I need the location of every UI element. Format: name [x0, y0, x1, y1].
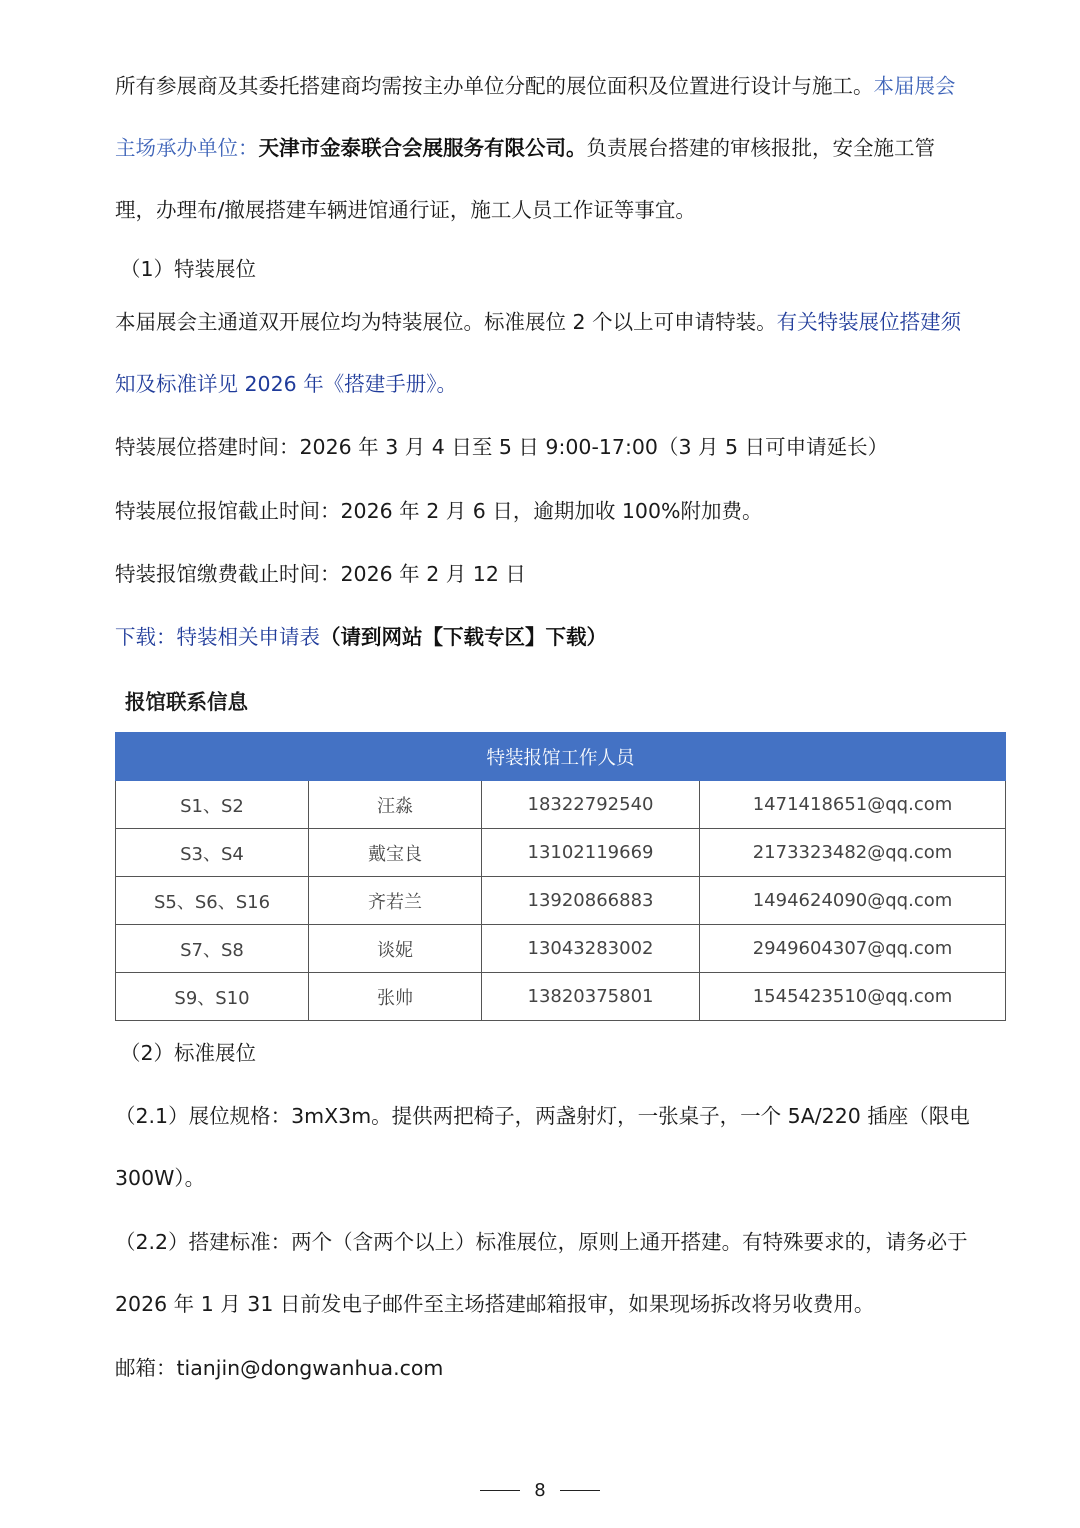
cell-hall: S3、S4: [116, 829, 309, 877]
cell-phone: 13920866883: [482, 877, 700, 925]
cell-email[interactable]: 2949604307@qq.com: [700, 925, 1006, 973]
cell-hall: S7、S8: [116, 925, 309, 973]
footer-rule-left: [480, 1490, 520, 1491]
cell-name: 汪淼: [309, 781, 482, 829]
table-row: [116, 925, 1006, 973]
section1-desc: [115, 291, 975, 415]
table-title: 特装报馆工作人员: [116, 733, 1006, 781]
table-row: [116, 829, 1006, 877]
contact-rows: [116, 781, 1006, 1021]
intro-paragraph: [115, 55, 975, 241]
cell-phone: 18322792540: [482, 781, 700, 829]
cell-name: 齐若兰: [309, 877, 482, 925]
build-time: 特装展位搭建时间：2026 年 3 月 4 日至 5 日 9:00-17:00（3 月 5 日可申请延长）: [115, 435, 889, 459]
build-manual-link[interactable]: 有关特装展位搭建须知及标准详见 2026 年《搭建手册》。: [115, 310, 962, 396]
section1-title: （1）特装展位: [120, 257, 257, 281]
cell-name: 谈妮: [309, 925, 482, 973]
download-note-close: 下载）: [545, 625, 607, 649]
section1-desc-text: 本届展会主通道双开展位均为特装展位。标准展位 2 个以上可申请特装。: [115, 310, 777, 334]
page-footer: [0, 1480, 1080, 1501]
table-row: [116, 973, 1006, 1021]
organizer-duties: 负责展台搭建的审核报批，安全施工管理，办理布/撤展搭建车辆进馆通行证，施工人员工作证等事宜。: [115, 136, 935, 222]
build-standard: （2.2）搭建标准：两个（含两个以上）标准展位，原则上通开搭建。有特殊要求的，请务必于 2026 年 1 月 31 日前发电子邮件至主场搭建邮箱报审，如果现场拆改将另收费用。: [115, 1230, 968, 1316]
cell-phone: 13102119669: [482, 829, 700, 877]
cell-hall: S1、S2: [116, 781, 309, 829]
table-row: [116, 781, 1006, 829]
cell-email[interactable]: 1545423510@qq.com: [700, 973, 1006, 1021]
contact-table: [115, 732, 1006, 1021]
section2-title: （2）标准展位: [120, 1041, 257, 1065]
download-zone-link[interactable]: 【下载专区】: [422, 625, 546, 649]
cell-email[interactable]: 1494624090@qq.com: [700, 877, 1006, 925]
cell-hall: S9、S10: [116, 973, 309, 1021]
organizer-label: 本届展会主场承办单位：: [115, 74, 956, 160]
contact-heading: 报馆联系信息: [125, 690, 248, 714]
cell-phone: 13820375801: [482, 973, 700, 1021]
cell-email[interactable]: 1471418651@qq.com: [700, 781, 1006, 829]
booth-spec: （2.1）展位规格：3mX3m。提供两把椅子，两盏射灯，一张桌子，一个 5A/220 插座（限电 300W）。: [115, 1104, 970, 1190]
cell-hall: S5、S6、S16: [116, 877, 309, 925]
intro-text: 所有参展商及其委托搭建商均需按主办单位分配的展位面积及位置进行设计与施工。: [115, 74, 874, 98]
cell-email[interactable]: 2173323482@qq.com: [700, 829, 1006, 877]
cell-phone: 13043283002: [482, 925, 700, 973]
download-link[interactable]: 下载：特装相关申请表: [115, 625, 320, 649]
page-number: 8: [534, 1480, 546, 1501]
build-email[interactable]: 邮箱：tianjin@dongwanhua.com: [115, 1356, 444, 1380]
fee-deadline: 特装报馆缴费截止时间：2026 年 2 月 12 日: [115, 562, 526, 586]
footer-rule-right: [560, 1490, 600, 1491]
table-row: [116, 877, 1006, 925]
cell-name: 张帅: [309, 973, 482, 1021]
download-line: [115, 606, 975, 668]
download-note-open: （请到网站: [320, 625, 423, 649]
booking-deadline: 特装展位报馆截止时间：2026 年 2 月 6 日，逾期加收 100%附加费。: [115, 499, 763, 523]
organizer-name: 天津市金泰联合会展服务有限公司。: [258, 136, 587, 160]
cell-name: 戴宝良: [309, 829, 482, 877]
